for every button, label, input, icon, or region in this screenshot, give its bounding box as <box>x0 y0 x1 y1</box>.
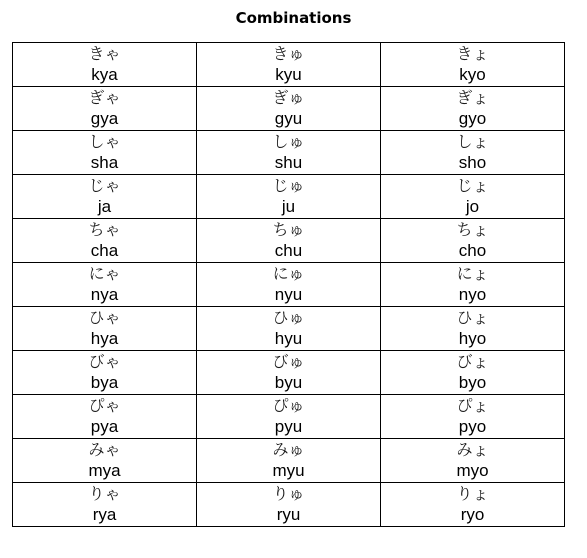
table-cell <box>381 439 565 483</box>
table-row <box>13 175 565 219</box>
kana-text: みょ <box>456 440 489 459</box>
romaji-text: gyu <box>274 109 303 128</box>
romaji-text: mya <box>88 461 121 480</box>
kana-text: ぎゅ <box>272 88 305 107</box>
table-cell <box>381 219 565 263</box>
table-cell <box>13 483 197 527</box>
romaji-text: rya <box>92 505 117 524</box>
romaji-text: gyo <box>458 109 487 128</box>
table-cell <box>381 131 565 175</box>
table-row <box>13 483 565 527</box>
kana-text: にゃ <box>88 264 121 283</box>
table-cell <box>197 351 381 395</box>
table-row <box>13 131 565 175</box>
table-cell <box>197 131 381 175</box>
table-cell <box>381 351 565 395</box>
kana-text: りょ <box>456 484 489 503</box>
romaji-text: shu <box>274 153 303 172</box>
table-cell <box>381 43 565 87</box>
table-cell <box>197 87 381 131</box>
table-cell <box>13 263 197 307</box>
table-cell <box>13 307 197 351</box>
romaji-text: ryu <box>276 505 301 524</box>
romaji-text: cha <box>90 241 119 260</box>
table-cell <box>197 439 381 483</box>
kana-text: りゅ <box>272 484 305 503</box>
romaji-text: sha <box>90 153 119 172</box>
romaji-text: ryo <box>460 505 485 524</box>
table-cell <box>13 395 197 439</box>
kana-text: ちゃ <box>88 220 121 239</box>
table-row <box>13 219 565 263</box>
romaji-text: chu <box>274 241 303 260</box>
romaji-text: ja <box>97 197 112 216</box>
kana-text: しょ <box>456 132 489 151</box>
kana-text: ひゅ <box>272 308 305 327</box>
romaji-text: hyo <box>458 329 487 348</box>
romaji-text: nyo <box>458 285 487 304</box>
kana-text: しゅ <box>272 132 305 151</box>
romaji-text: pya <box>90 417 119 436</box>
table-cell <box>13 131 197 175</box>
kana-text: ぴゅ <box>272 396 305 415</box>
table-cell <box>13 439 197 483</box>
table-cell <box>381 307 565 351</box>
kana-text: じょ <box>456 176 489 195</box>
kana-text: きょ <box>456 44 489 63</box>
table-cell <box>381 263 565 307</box>
table-cell <box>381 395 565 439</box>
kana-text: じゅ <box>272 176 305 195</box>
table-row <box>13 263 565 307</box>
romaji-text: gya <box>90 109 119 128</box>
kana-text: びょ <box>456 352 489 371</box>
kana-text: びゅ <box>272 352 305 371</box>
kana-text: ちゅ <box>272 220 305 239</box>
table-cell <box>13 87 197 131</box>
table-cell <box>197 307 381 351</box>
kana-text: びゃ <box>88 352 121 371</box>
kana-text: ちょ <box>456 220 489 239</box>
romaji-text: nyu <box>274 285 303 304</box>
table-cell <box>197 263 381 307</box>
romaji-text: kya <box>91 65 118 84</box>
kana-text: ぴょ <box>456 396 489 415</box>
kana-text: ひょ <box>456 308 489 327</box>
table-cell <box>13 43 197 87</box>
table-row <box>13 395 565 439</box>
kana-text: みゅ <box>272 440 305 459</box>
romaji-text: myu <box>272 461 305 480</box>
kana-text: にゅ <box>272 264 305 283</box>
romaji-text: pyu <box>274 417 303 436</box>
kana-text: ぎょ <box>456 88 489 107</box>
table-cell <box>381 483 565 527</box>
page-title: Combinations <box>235 9 352 27</box>
table-cell <box>13 351 197 395</box>
romaji-text: byu <box>274 373 303 392</box>
romaji-text: cho <box>458 241 487 260</box>
kana-text: しゃ <box>88 132 121 151</box>
kana-text: きゅ <box>272 44 305 63</box>
romaji-text: kyo <box>459 65 486 84</box>
romaji-text: pyo <box>458 417 487 436</box>
kana-text: りゃ <box>88 484 121 503</box>
romaji-text: myo <box>456 461 489 480</box>
table-cell <box>197 175 381 219</box>
table-row <box>13 43 565 87</box>
romaji-text: bya <box>90 373 119 392</box>
kana-text: にょ <box>456 264 489 283</box>
kana-text: ぎゃ <box>88 88 121 107</box>
romaji-text: jo <box>465 197 480 216</box>
kana-text: きゃ <box>88 44 121 63</box>
romaji-text: hyu <box>274 329 303 348</box>
table-cell <box>197 395 381 439</box>
romaji-text: byo <box>458 373 487 392</box>
kana-text: ひゃ <box>88 308 121 327</box>
table-cell <box>13 219 197 263</box>
combinations-table-body <box>13 43 565 527</box>
kana-text: ぴゃ <box>88 396 121 415</box>
romaji-text: ju <box>281 197 296 216</box>
table-cell <box>381 87 565 131</box>
table-row <box>13 351 565 395</box>
table-row <box>13 87 565 131</box>
table-cell <box>381 175 565 219</box>
table-cell <box>197 219 381 263</box>
table-cell <box>197 483 381 527</box>
romaji-text: nya <box>90 285 119 304</box>
table-row <box>13 439 565 483</box>
romaji-text: kyu <box>275 65 302 84</box>
kana-text: じゃ <box>88 176 121 195</box>
table-row <box>13 307 565 351</box>
romaji-text: sho <box>458 153 487 172</box>
table-cell <box>197 43 381 87</box>
kana-text: みゃ <box>88 440 121 459</box>
table-cell <box>13 175 197 219</box>
combinations-table <box>12 42 565 527</box>
romaji-text: hya <box>90 329 119 348</box>
